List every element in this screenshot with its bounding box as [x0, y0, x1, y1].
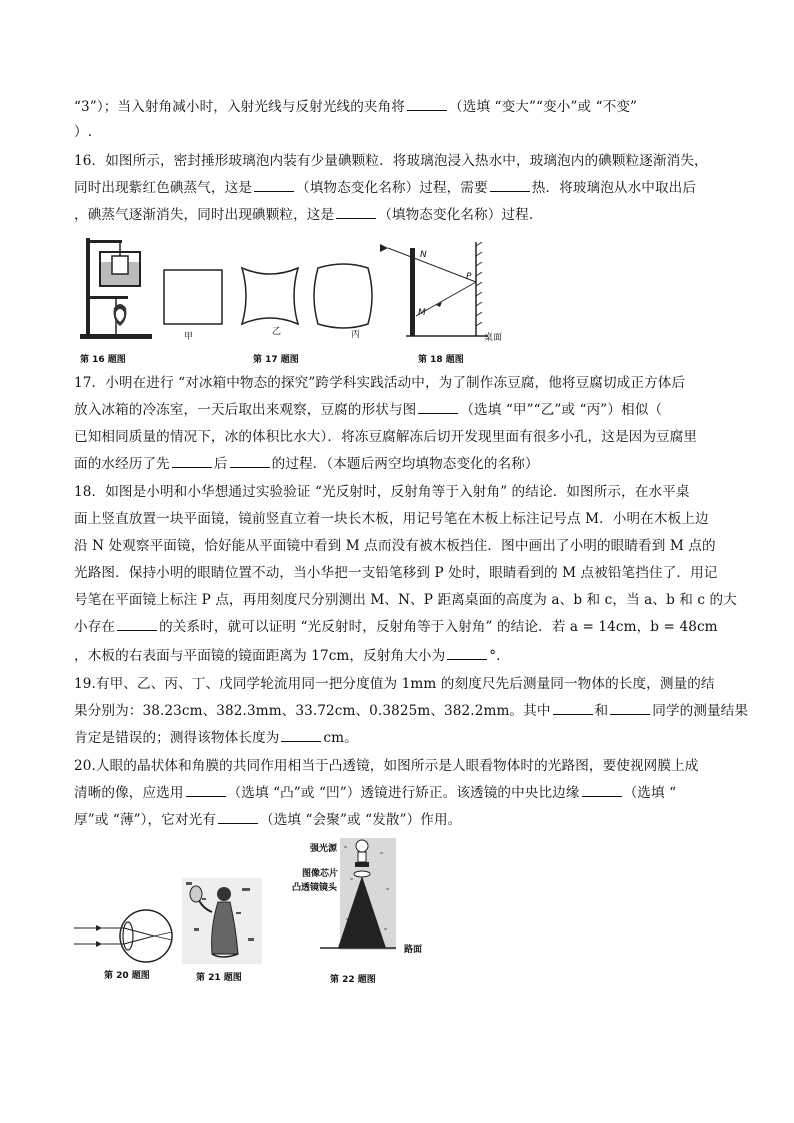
figure-18-label-n: N — [420, 250, 427, 260]
text-line-q18-2: 面上竖直放置一块平面镜，镜前竖直立着一块长木板，用记号笔在木板上标注记号点 M．小明在木板上边 — [74, 511, 709, 527]
text-line-q16-2: 同时出现紫红色碘蒸气，这是 （填物态变化名称）过程，需要 热．将玻璃泡从水中取出后 — [74, 177, 696, 199]
answer-blank[interactable] — [336, 204, 376, 219]
figure-22-label-lens: 凸透镜镜头 — [292, 883, 338, 893]
text-line-q18-7: ，木板的右表面与平面镜的镜面距离为 17cm，反射角大小为 °． — [74, 645, 510, 667]
figure-22-label-road: 路面 — [404, 945, 423, 955]
figure-18-mirror-diagram — [376, 240, 488, 340]
text-line-q16-3: ，碘蒸气逐渐消失，同时出现碘颗粒，这是 （填物态变化名称）过程． — [74, 204, 543, 226]
text-line-q19-2: 果分别为：38.23cm、382.3mm、33.72cm、0.3825m、382.2mm。其中 和 同学的测量结果 — [74, 700, 748, 722]
figure-16-apparatus — [76, 230, 166, 345]
figure-18-label-m: M — [418, 308, 426, 318]
answer-blank[interactable] — [407, 96, 447, 111]
answer-blank[interactable] — [186, 782, 226, 797]
answer-blank[interactable] — [254, 177, 294, 192]
figure-20-eye-diagram — [74, 906, 184, 962]
answer-blank[interactable] — [117, 616, 157, 631]
figure-18-label-p: P — [466, 272, 472, 282]
text-line-q17-4: 面的水经历了先 后 的过程．（本题后两空均填物态变化的名称） — [74, 453, 539, 475]
text-line-q17-3: 已知相同质量的情况下，冰的体积比水大）．将冻豆腐解冻后切开发现里面有很多小孔，这是因为豆腐里 — [74, 429, 698, 445]
answer-blank[interactable] — [553, 700, 593, 715]
answer-blank[interactable] — [490, 177, 530, 192]
text-line-q19-3: 肯定是错误的；测得该物体长度为 cm。 — [74, 727, 358, 749]
text-line-q17-1: 17．小明在进行 “对冰箱中物态的探究”跨学科实践活动中，为了制作冻豆腐，他将豆腐切成正方体后 — [74, 375, 686, 391]
figure-18-label-table: 桌面 — [484, 333, 503, 343]
text-line-q18-5: 号笔在平面镜上标注 P 点，再用刻度尺分别测出 M、N、P 距离桌面的高度为 a、b 和 c，当 a、b 和 c 的大 — [74, 592, 737, 608]
text-line-q18-4: 光路图．保持小明的眼睛位置不动，当小华把一支铅笔移到 P 处时，眼睛看到的 M 点被铅笔挡住了．用记 — [74, 565, 718, 581]
figure-18-caption: 第 18 题图 — [418, 355, 464, 365]
text-line-q18-3: 沿 N 处观察平面镜，恰好能从平面镜中看到 M 点而没有被木板挡住．图中画出了小明的眼睛看到 M 点的 — [74, 538, 716, 554]
text-line-q15-close: ）. — [74, 124, 93, 140]
figure-17-tofu-shapes — [160, 262, 370, 332]
answer-blank[interactable] — [281, 727, 321, 742]
text-line-q20-2: 清晰的像，应选用 （选填 “凸”或 “凹”）透镜进行矫正。该透镜的中央比边缘 （选填 “ — [74, 782, 676, 804]
text-line-q18-1: 18．如图是小明和小华想通过实验验证 “光反射时，反射角等于入射角” 的结论．如图所示，在水平桌 — [74, 484, 690, 500]
figure-16-caption: 第 16 题图 — [80, 355, 126, 365]
figure-21-mirror-woman-illustration — [182, 868, 262, 964]
text-line-q15-end: “3”）；当入射角减小时，入射光线与反射光线的夹角将 （选填 “变大”“变小”或 “不变” — [74, 96, 637, 118]
figure-22-label-source: 强光源 — [310, 844, 338, 854]
text-line-q20-3: 厚”或 “薄”），它对光有 （选填 “会聚”或 “发散”）作用。 — [74, 809, 461, 831]
text-line-q18-6: 小存在 的关系时，就可以证明 “光反射时，反射角等于入射角” 的结论．若 a = 14cm，b = 48cm — [74, 616, 718, 638]
answer-blank[interactable] — [230, 453, 270, 468]
answer-blank[interactable] — [418, 399, 458, 414]
answer-blank[interactable] — [447, 645, 487, 660]
figure-21-caption: 第 21 题图 — [196, 973, 242, 983]
figure-17-label-bing: 丙 — [351, 330, 361, 340]
answer-blank[interactable] — [172, 453, 212, 468]
text-line-q16-1: 16．如图所示，密封捶形玻璃泡内装有少量碘颗粒．将玻璃泡浸入热水中，玻璃泡内的碘颗粒逐渐消失， — [74, 153, 708, 169]
text-line-q17-2: 放入冰箱的冷冻室，一天后取出来观察，豆腐的形状与图 （选填 “甲”“乙”或 “丙”）相似（ — [74, 399, 662, 421]
figure-22-caption: 第 22 题图 — [330, 975, 376, 985]
figure-17-caption: 第 17 题图 — [253, 355, 299, 365]
text-line-q19-1: 19.有甲、乙、丙、丁、戊同学轮流用同一把分度值为 1mm 的刻度尺先后测量同一物体的长度，测量的结 — [74, 676, 715, 692]
figure-22-projector-diagram — [340, 838, 436, 958]
answer-blank[interactable] — [218, 809, 258, 824]
figure-17-label-jia: 甲 — [184, 332, 194, 342]
figure-20-caption: 第 20 题图 — [104, 971, 150, 981]
figure-22-label-chip: 图像芯片 — [302, 869, 339, 879]
answer-blank[interactable] — [610, 700, 650, 715]
figure-17-label-yi: 乙 — [272, 327, 282, 337]
text-line-q20-1: 20.人眼的晶状体和角膜的共同作用相当于凸透镜，如图所示是人眼看物体时的光路图，要使视网膜上成 — [74, 758, 699, 774]
answer-blank[interactable] — [582, 782, 622, 797]
